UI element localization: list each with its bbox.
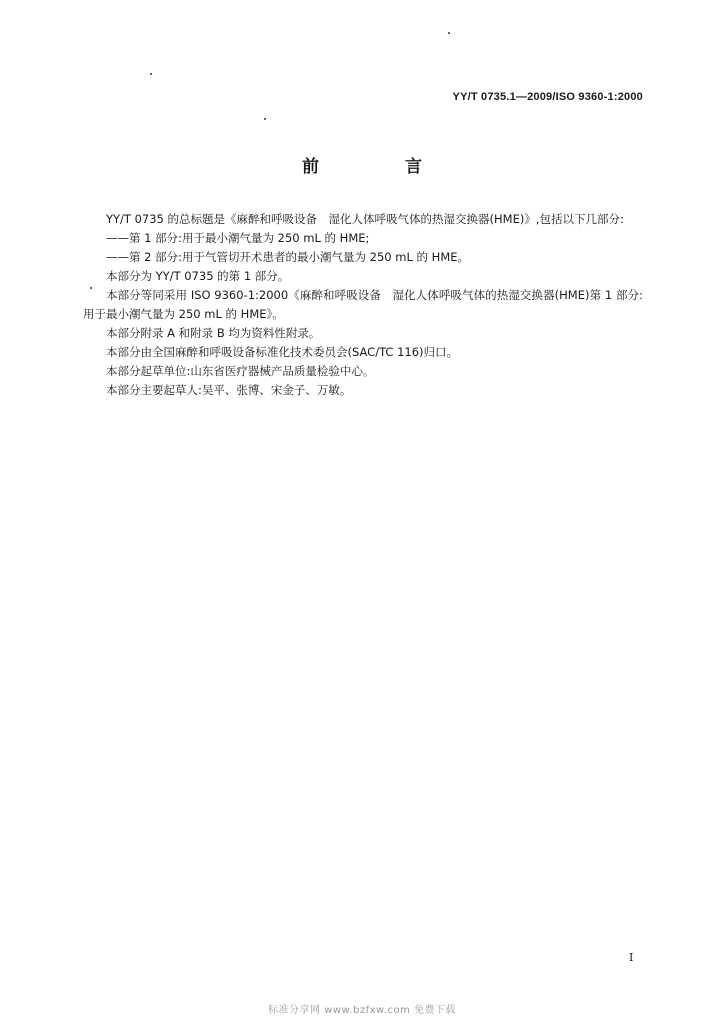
paragraph-committee: 本部分由全国麻醉和呼吸设备标准化技术委员会(SAC/TC 116)归口。: [106, 345, 459, 359]
paragraph-overall-title: YY/T 0735 的总标题是《麻醉和呼吸设备 湿化人体呼吸气体的热湿交换器(HME)》,包括以下几部分:: [106, 212, 624, 226]
paragraph-this-part: 本部分为 YY/T 0735 的第 1 部分。: [106, 269, 290, 283]
paragraph-annexes: 本部分附录 A 和附录 B 均为资料性附录。: [106, 326, 321, 340]
standard-code: YY/T 0735.1—2009/ISO 9360-1:2000: [452, 91, 643, 103]
page-title: 前 言: [302, 157, 462, 177]
scan-speck: [150, 73, 152, 75]
scan-speck: [448, 32, 450, 34]
page-number: I: [629, 951, 634, 964]
paragraph-iso-adoption: 本部分等同采用 ISO 9360-1:2000《麻醉和呼吸设备 湿化人体呼吸气体的热湿交换器(HME)第 1 部分:用于最小潮气量为 250 mL 的 HME》。: [83, 288, 643, 321]
paragraph-part-2: ——第 2 部分:用于气管切开术患者的最小潮气量为 250 mL 的 HME。: [106, 250, 470, 264]
paragraph-part-1: ——第 1 部分:用于最小潮气量为 250 mL 的 HME;: [106, 231, 370, 245]
preface-body: [83, 210, 643, 400]
scan-speck: [264, 118, 266, 120]
paragraph-drafting-unit: 本部分起草单位:山东省医疗器械产品质量检验中心。: [106, 364, 375, 378]
footer-watermark: 标准分享网 www.bzfxw.com 免费下载: [268, 1005, 456, 1016]
paragraph-drafters: 本部分主要起草人:吴平、张博、宋金子、万敏。: [106, 383, 352, 397]
